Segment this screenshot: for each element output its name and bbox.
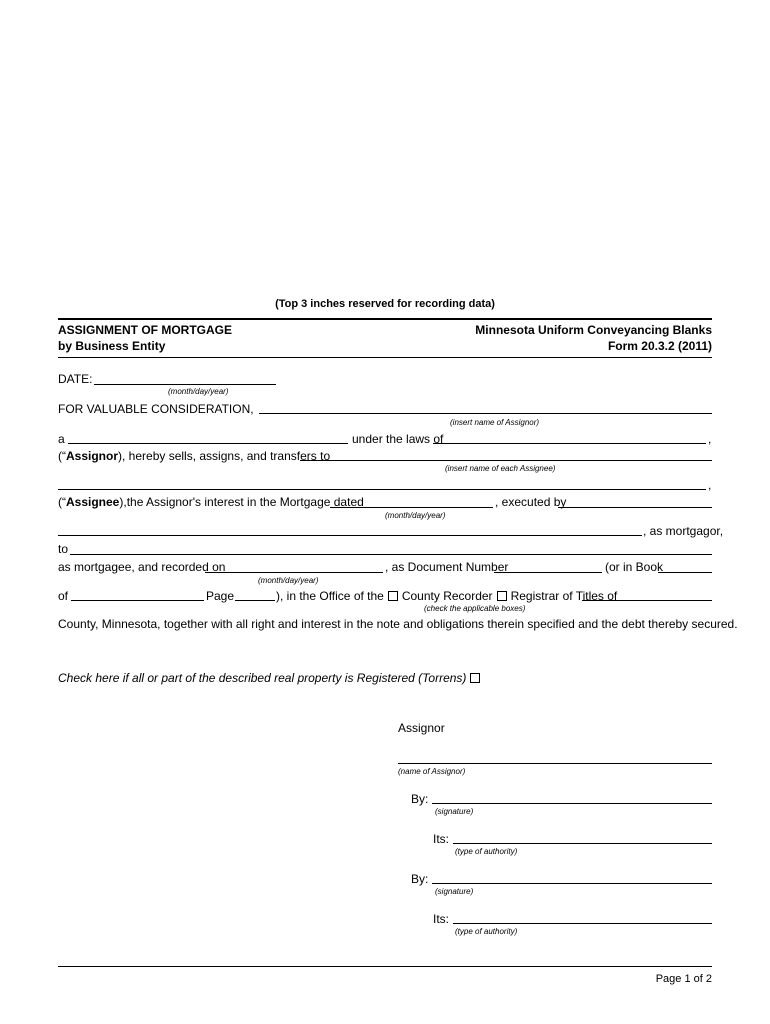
mortgagee-field[interactable] (70, 554, 712, 555)
office-text: ), in the Office of the (276, 589, 384, 603)
mortgage-date-hint: (month/day/year) (385, 511, 446, 520)
doc-number-field[interactable] (494, 572, 602, 573)
footer-rule (58, 966, 712, 967)
consideration-label: FOR VALUABLE CONSIDERATION, (58, 402, 254, 416)
assignor-name-signature-field[interactable] (398, 763, 712, 764)
recording-note: (Top 3 inches reserved for recording data) (275, 298, 495, 310)
authority-field-1[interactable] (453, 843, 712, 844)
signature-field-2[interactable] (432, 883, 712, 884)
interest-text: ),the Assignor's interest in the Mortgage dated (119, 495, 364, 509)
torrens-line (58, 671, 484, 685)
form-number: Form 20.3.2 (2011) (607, 339, 712, 353)
header-rule (58, 357, 712, 358)
book-field[interactable] (658, 572, 712, 573)
as-mortgagor-label: , as mortgagor, (643, 524, 724, 538)
county-recorder-checkbox[interactable] (388, 591, 398, 601)
registrar-county-field[interactable] (582, 600, 712, 601)
recorded-date-field[interactable] (205, 572, 383, 573)
to-label: to (58, 542, 69, 556)
under-laws-label: under the laws of (352, 432, 444, 446)
of-label: of (58, 589, 69, 603)
signature-hint-2: (signature) (435, 887, 474, 896)
recorded-date-hint: (month/day/year) (258, 576, 319, 585)
page-field[interactable] (235, 600, 275, 601)
assignor-name-hint: (insert name of Assignor) (450, 418, 540, 427)
date-hint: (month/day/year) (168, 387, 229, 396)
assignor-term: Assignor (66, 449, 119, 463)
assignee-name-hint: (insert name of each Assignee) (445, 464, 556, 473)
assignee-name-field[interactable] (300, 460, 712, 461)
registrar-checkbox[interactable] (497, 591, 507, 601)
a-label: a (58, 432, 65, 446)
county-text: County, Minnesota, together with all right and interest in the note and obligations therein specified and the debt thereby secured. (58, 617, 738, 631)
torrens-text: Check here if all or part of the described real property is Registered (Torrens) (58, 671, 467, 685)
assignor-signature-label: Assignor (398, 721, 445, 735)
assignee-interest-text: (“Assignee),the Assignor's interest in the Mortgage dated (58, 495, 364, 509)
assignee-name-field-2[interactable] (58, 489, 706, 490)
registrar-label: Registrar of Titles of (510, 589, 618, 603)
name-of-assignor-hint: (name of Assignor) (398, 767, 466, 776)
assignee-term: Assignee (66, 495, 120, 509)
page-number: Page 1 of 2 (655, 973, 712, 985)
entity-type-field[interactable] (68, 443, 348, 444)
doc-number-label: , as Document Number (385, 560, 509, 574)
top-rule (58, 318, 712, 320)
mortgagor-field[interactable] (58, 535, 642, 536)
assignor-name-field[interactable] (259, 413, 712, 414)
authority-hint-2: (type of authority) (455, 927, 518, 936)
torrens-checkbox[interactable] (470, 673, 480, 683)
by-label-2: By: (411, 872, 429, 886)
comma: , (708, 432, 712, 446)
office-line (276, 589, 617, 603)
its-label-2: Its: (433, 912, 450, 926)
signature-field-1[interactable] (432, 803, 712, 804)
form-title: ASSIGNMENT OF MORTGAGE (58, 323, 232, 337)
executed-by-field[interactable] (558, 507, 712, 508)
by-label-1: By: (411, 792, 429, 806)
county-recorder-label: County Recorder (401, 589, 493, 603)
form-series: Minnesota Uniform Conveyancing Blanks (475, 323, 712, 337)
date-field[interactable] (94, 384, 276, 385)
comma-2: , (708, 478, 712, 492)
its-label-1: Its: (433, 832, 450, 846)
mortgage-date-field[interactable] (330, 507, 493, 508)
assignor-transfers-text: (“Assignor), hereby sells, assigns, and transfers to (58, 449, 331, 463)
date-label: DATE: (58, 372, 93, 386)
authority-field-2[interactable] (453, 923, 712, 924)
form-subtitle: by Business Entity (58, 339, 166, 353)
book-of-field[interactable] (71, 600, 204, 601)
jurisdiction-field[interactable] (433, 443, 706, 444)
or-book-label: (or in Book (605, 560, 664, 574)
page-label: Page (206, 589, 235, 603)
authority-hint-1: (type of authority) (455, 847, 518, 856)
signature-hint-1: (signature) (435, 807, 474, 816)
sells-text: ), hereby sells, assigns, and transfers to (118, 449, 331, 463)
executed-label: , executed by (495, 495, 567, 509)
check-hint: (check the applicable boxes) (424, 604, 526, 613)
as-mortgagee-label: as mortgagee, and recorded on (58, 560, 226, 574)
